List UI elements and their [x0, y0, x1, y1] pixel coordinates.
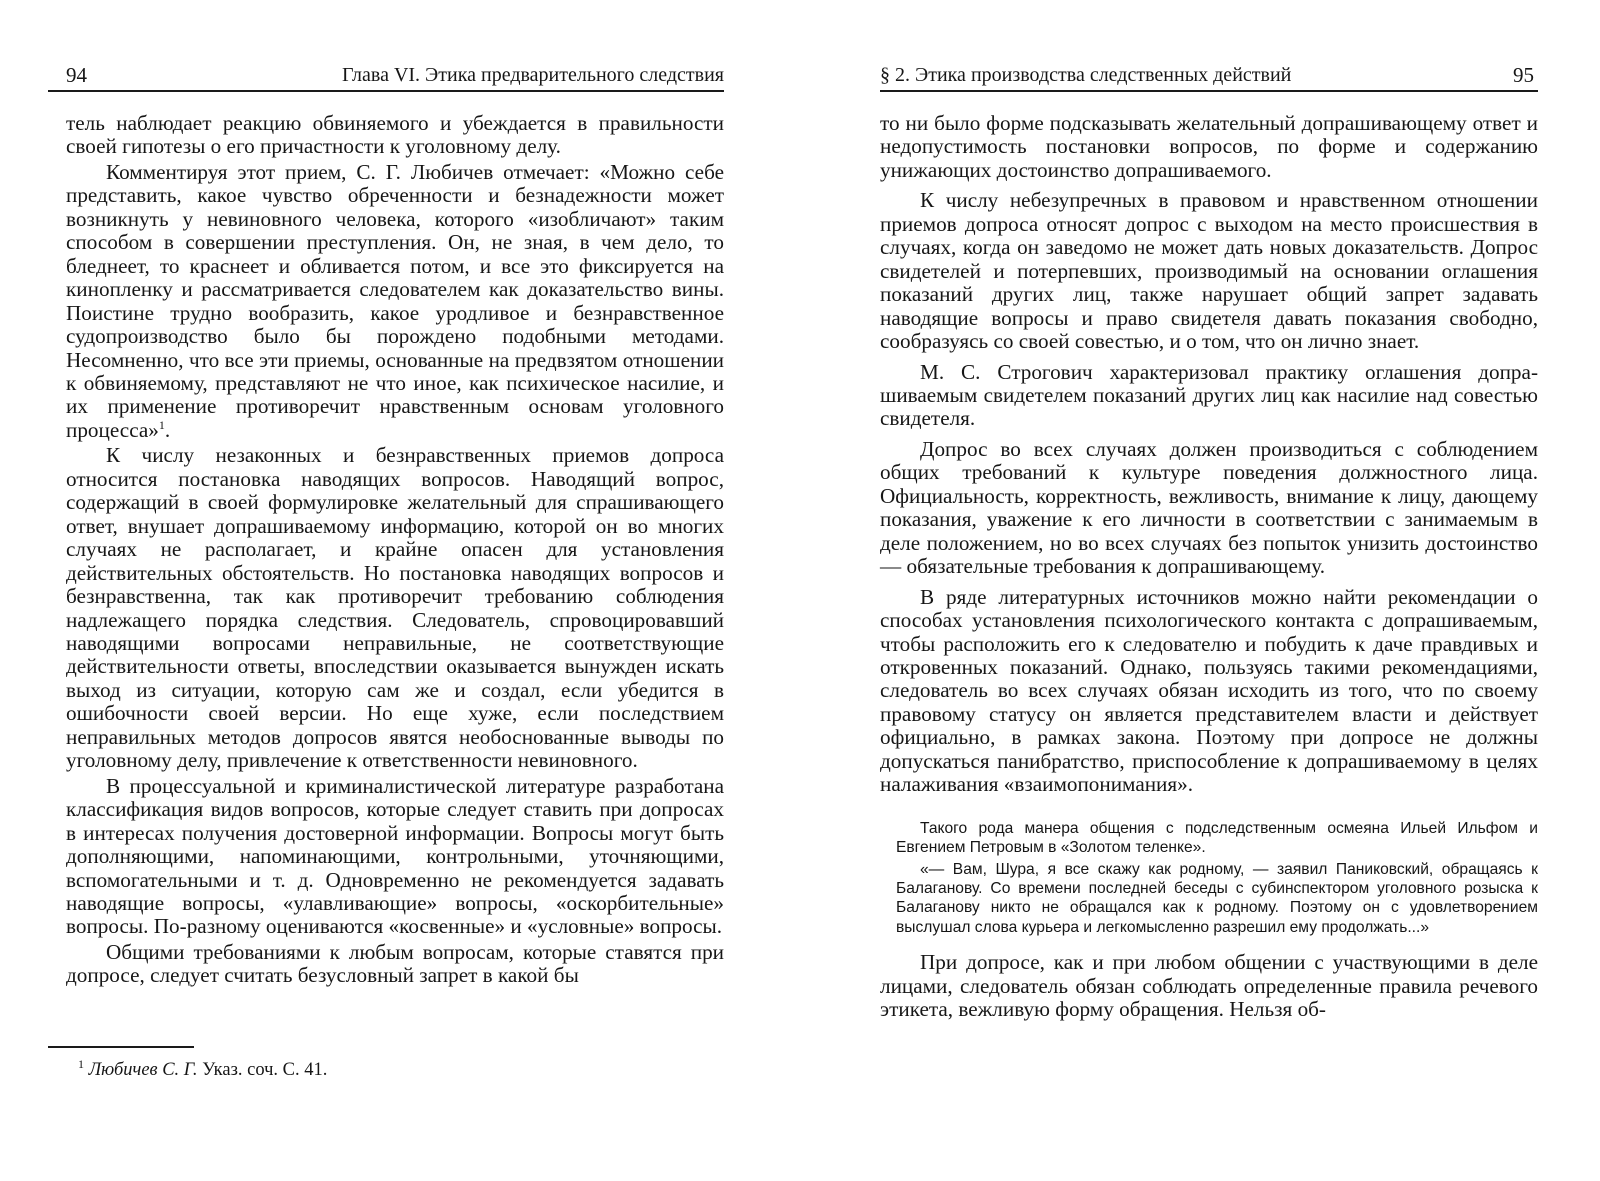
paragraph: тель наблюдает реакцию обвиняемого и убеждается в правильности своей гипотезы о его причастности к уголовному делу. [66, 111, 724, 159]
footnote-reference: Указ. соч. С. 41. [202, 1060, 328, 1080]
paragraph: Комментируя этот прием, С. Г. Любичев отмечает: «Можно себе представить, какое чувство обреченности и безнадежности может возникнуть у невиновного человека, которого «изобличают» таким способом в совершении преступления. Он, не зная, в чем дело, то бледнеет, то краснеет и обливается потом, и все это фиксируется на кинопленку и рассматривается следователем как доказательство вины. Поистине трудно вообразить, какое уродливое и безнравственное судопроизводство было бы порождено подобными методами. Несомненно, что все эти приемы, основанные на предвзятом отношении к обвиняемому, представляют не что иное, как психическое насилие, и их применение противоречит нравственным основам уголовного процесса»$^1$. [66, 159, 724, 442]
body-text [66, 112, 724, 988]
footnote-rule [48, 1046, 194, 1048]
paragraph: В процессуальной и криминалистической литературе разработана классификация видов вопросов, которые следует ставить при допросах в интересах получения достоверной информации. Вопросы могут быть дополняющими, напоминающими, контрольными, уточняющими, вспомогательными и т. д. Одновременно не рекомендуется задавать наводящие вопросы, «улавливающие» вопросы, «оскорбительные» вопросы. По-разному оцениваются «косвенные» и «условные» вопросы. [66, 773, 724, 939]
paragraph: М. С. Строгович характеризовал практику оглашения допрашиваемым свидетелем показаний других лиц как насилие над совестью свидетеля. [880, 359, 1538, 431]
running-head-title: § 2. Этика производства следственных действий [880, 64, 1292, 86]
body-text [880, 112, 1538, 1021]
small-print-note [880, 819, 1538, 937]
page-number: 94 [66, 63, 87, 87]
footnote-marker: 1 [158, 417, 165, 432]
running-header [48, 60, 724, 92]
footnote-author: Любичев С. Г. [88, 1060, 198, 1080]
footnote [78, 1058, 327, 1082]
footnote-number: 1 [78, 1056, 84, 1071]
paragraph: При допросе, как и при любом общении с участвующими в деле лицами, следователь обязан соблюдать определенные правила речевого этикета, вежливую форму обращения. Нельзя об- [880, 950, 1538, 1022]
paragraph: Допрос во всех случаях должен производиться с соблюдением общих требований к культуре поведения должностного лица. Официальность, корректность, вежливость, внимание к лицу, дающему показания, уважение к его личности в соответствии с занимаемым в деле положением, но во всех случаях без попыток унизить достоинство — обязательные требования к допрашивающему. [880, 436, 1538, 579]
paragraph: Общими требованиями к любым вопросам, которые ставятся при допросе, следует считать безусловный запрет в какой бы [66, 939, 724, 988]
paragraph-text: Комментируя этот прием, С. Г. Любичев отмечает: «Можно себе представить, какое чувство обреченности и безнадежности может возникнуть у невиновного человека, которого «изобличают» таким способом в совершении преступления. Он, не зная, в чем дело, то бледнеет, то краснеет и обливается потом, и все это фиксируется на кинопленку и рассматривается следователем как доказательство вины. Поистине трудно вообразить, какое уродливое и безнравственное судопроизводство было бы порождено подобными методами. Несомненно, что все эти приемы, основанные на предвзятом отношении к обвиняемому, представляют не что иное, как психическое насилие, и их применение противоречит нравственным основам уголовного процесса» [66, 159, 724, 442]
paragraph: К числу небезупречных в правовом и нравственном отношении приемов допроса относят допрос с выходом на место происшествия в случаях, когда он заведомо не может дать новых доказательств. Допрос свидетелей и потерпевших, производимый на основании оглашения показаний других лиц, также нарушает общий запрет задавать наводящие вопросы и право свидетеля давать показания свободно, сообразуясь со своей совестью, и о том, что он лично знает. [880, 188, 1538, 354]
paragraph: К числу незаконных и безнравственных приемов допроса относится постановка наводящих вопросов. Наводящий вопрос, содержащий в своей формулировке желательный для спрашивающего ответ, внушает допрашиваемому информацию, которой он во многих случаях не располагает, и крайне опасен для установления действительных обстоятельств. Но постановка наводящих вопросов и безнравственна, так как противоречит требованию соблюдения надлежащего порядка следствия. Следователь, спровоцировавший наводящими вопросами неправильные, не соответствующие действительности ответы, впоследствии оказывается вынужден искать выход из ситуации, которую сам же и создал, если убедится в ошибочности своей версии. Но еще хуже, если последствием неправильных методов допросов явятся необоснованные выводы по уголовному делу, привлечение к ответственности невиновного. [66, 443, 724, 773]
running-head-title: Глава VI. Этика предварительного следствия [341, 64, 724, 86]
note-paragraph: Такого рода манера общения с подследственным осмеяна Ильей Ильфом и Евгением Петровым в «Золотом теленке». [896, 819, 1538, 857]
running-header [880, 60, 1538, 92]
paragraph: то ни было форме подсказывать желательный допрашивающему ответ и недопустимость постановки вопросов, по форме и содержанию унижающих достоинство допрашиваемого. [880, 111, 1538, 182]
page-number: 95 [1513, 63, 1534, 87]
note-quote: «— Вам, Шура, я все скажу как родному, — заявил Паниковский, обращаясь к Балаганову. Со времени последней беседы с субинспектором уголовного розыска к Балаганову никто не обращался как к родному. Поэтому он с удовлетворением выслушал слова курьера и легкомысленно разрешил ему продолжать...» [896, 860, 1538, 936]
paragraph: В ряде литературных источников можно найти рекомендации о способах установления психологического контакта с допрашиваемым, чтобы расположить его к следователю и побудить к даче правдивых и откровенных показаний. Однако, пользуясь такими рекомендациями, следователь во всех случаях обязан исходить из того, что по своему правовому статусу он является представителем власти и действует официально, в рамках закона. Поэтому при допросе не должны допускаться панибратство, приспособление к допрашиваемому в целях налаживания «взаимопонимания». [880, 584, 1538, 797]
